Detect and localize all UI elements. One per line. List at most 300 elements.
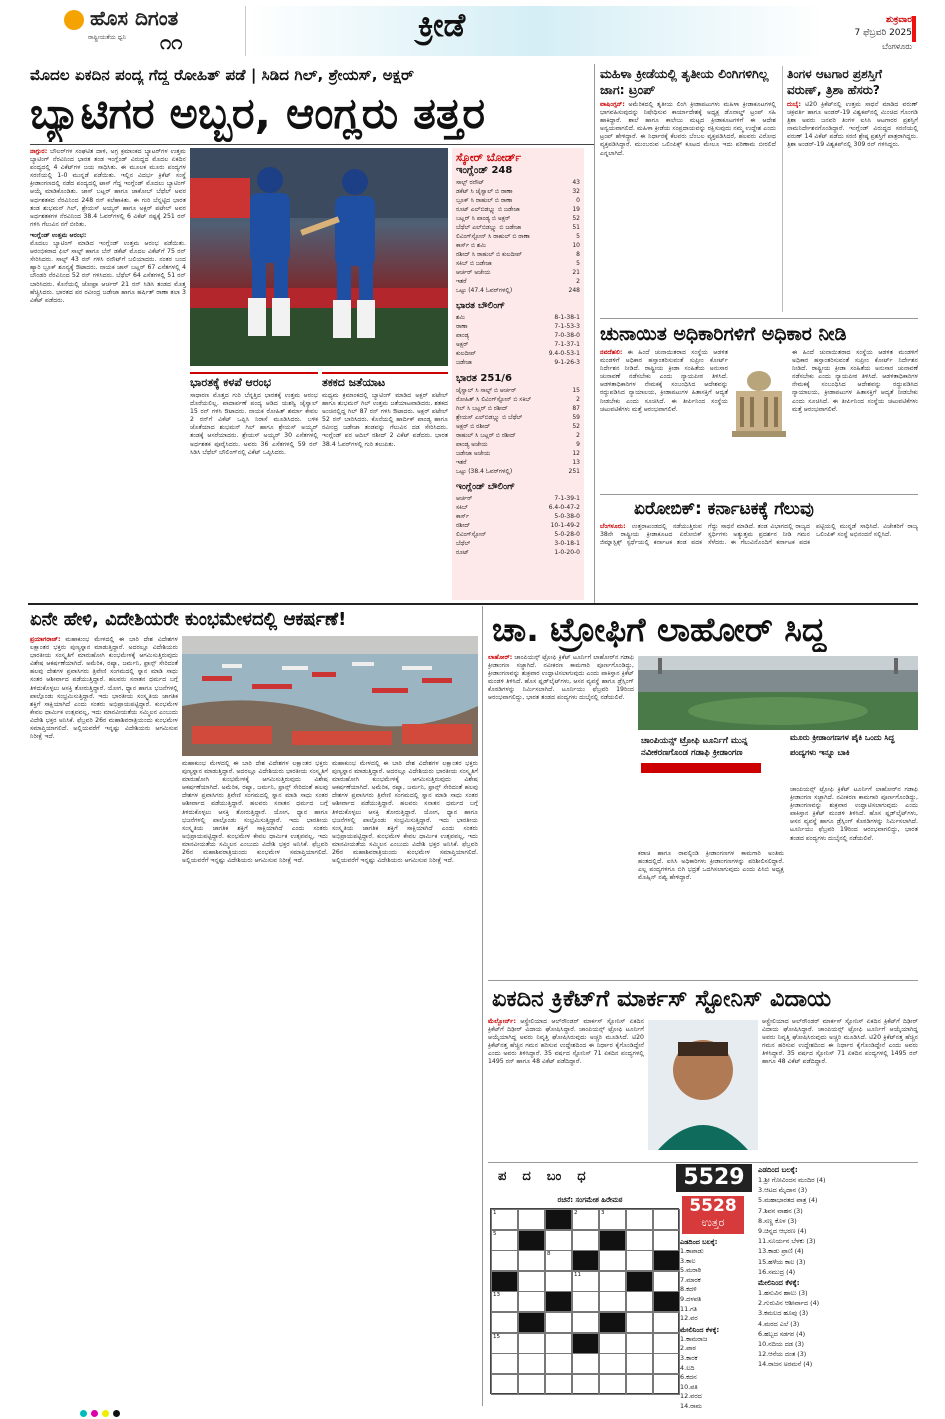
score-value: 10-1-49-2 [550,522,580,529]
ind-bowling-list [456,313,580,367]
section-title: ಕ್ರೀಡೆ [418,6,466,44]
aerobic-story [600,494,918,600]
lead-body-text-2: ಮೊದಲು ಬ್ಯಾಟಿಂಗ್ ಮಾಡಿದ ಇಂಗ್ಲೆಂಡ್ ಉತ್ತಮ ಆರಂಭ ಪಡೆಯಿತು. ಆರಂಭಿಕರಾದ ಫಿಲ್ ಸಾಲ್ಟ್ ಹಾಗೂ ಬೆನ್ ಡಕೆಟ್ ಮೊದಲ ವಿಕೆಟ್‌ಗೆ 75 ರನ್ ಸೇರಿಸಿದರು. ಸಾಲ್ಟ್ 43 ರನ್ ಗಳಿಸಿ ರನೌಟ್‌ಗೆ ಬಲಿಯಾದರು. ನಂತರ ಬಂದ ಹ್ಯಾರಿ ಬ್ರೂಕ್ ಶೂನ್ಯಕ್ಕೆ ಔಟಾದರು. ನಾಯಕ ಜಾಸ್ ಬಟ್ಲರ್ 67 ಎಸೆತಗಳಲ್ಲಿ 4 ಬೌಂಡರಿ ನೆರವಿನಿಂದ 52 ರನ್ ಗಳಿಸಿದರು. ಬೆಥೆಲ್ 64 ಎಸೆತಗಳಲ್ಲಿ 51 ರನ್ ಬಾರಿಸಿದರು. ಕೊನೆಯಲ್ಲಿ ಜೋಫ್ರಾ ಆರ್ಚರ್ 21 ರನ್ ಸಿಡಿಸಿ ತಂಡದ ಮೊತ್ತ ಹೆಚ್ಚಿಸಿದರು. ಭಾರತದ ಪರ ರವೀಂದ್ರ ಜಡೇಜಾ ಹಾಗೂ ಹರ್ಷಿತ್ ರಾಣಾ ತಲಾ 3 ವಿಕೆಟ್ ಪಡೆದರು. [30,240,186,304]
women-story [600,66,776,312]
crossword-cell[interactable] [653,1353,680,1374]
prev-down-answer: 4.ಲದಿ [680,1363,695,1372]
score-value: 7-0-38-0 [554,332,580,339]
across-clue: 8.ಸಣ್ಣ ಕೊಳ (3) [758,1216,797,1225]
scoreboard [452,148,584,600]
down-clue: 6.ಹಬ್ಬದ ಸಡಗರ (4) [758,1329,806,1338]
trophy-body-col2: ಕರಾಚಿ ಹಾಗೂ ರಾವಲ್ಪಿಂಡಿ ಕ್ರೀಡಾಂಗಣಗಳ ಕಾಮಗಾರಿ ಅಂತಿಮ ಹಂತದಲ್ಲಿದೆ. ಐಸಿಸಿ ಅಧಿಕಾರಿಗಳು ಕ್ರೀಡಾಂಗಣಗಳನ್ನು ಪರಿಶೀಲಿಸಲಿದ್ದಾರೆ. ಎಲ್ಲ ಪಂದ್ಯಗಳಿಗೂ ಬಿಗಿ ಭದ್ರತೆ ಒದಗಿಸಲಾಗುವುದು ಎಂದು ಪಿಸಿಬಿ ಅಧ್ಯಕ್ಷ ಮೊಹ್ಸಿನ್ ನಖ್ವಿ ಹೇಳಿದ್ದಾರೆ. [638,850,784,882]
score-value: 52 [572,215,580,222]
crossword-cell-number: 11 [574,1271,581,1278]
crossword-cell[interactable] [572,1271,599,1292]
score-label: ಸಾಲ್ಟ್ ರನೌಟ್ [456,179,485,186]
crossword-cell[interactable] [599,1271,626,1292]
ind-batting-row [456,431,580,440]
crossword-cell[interactable] [653,1374,680,1395]
stoinis-dateline: ಮೆಲ್ಬೋರ್ನ್: [488,1018,516,1025]
eng-bowling-title: ಇಂಗ್ಲೆಂಡ್ ಬೌಲಿಂಗ್ [456,482,515,492]
crossword-black-cell [653,1250,680,1271]
trophy-bullet-2: ಪಂದ್ಯಗಳು ಇನ್ನೂ ಬಾಕಿ [790,748,850,757]
across-clue: 7.ಶಿವನ ವಾಹನ (3) [758,1206,803,1215]
across-clue: 15.ಹಳೆಯ ಕಾಲ (3) [758,1257,806,1266]
kumbh-body-text: ಮಹಾಕುಂಭ ಮೇಳದಲ್ಲಿ ಈ ಬಾರಿ ದೇಶ ವಿದೇಶಗಳ ಲಕ್ಷಾಂತರ ಭಕ್ತರು ಪುಣ್ಯಸ್ನಾನ ಮಾಡುತ್ತಿದ್ದಾರೆ. ಅದರಲ್ಲೂ ವಿದೇಶಿಯರು ಭಾರತೀಯ ಸಂಸ್ಕೃತಿಗೆ ಮಾರುಹೋಗಿ ಕುಂಭಮೇಳಕ್ಕೆ ಆಗಮಿಸುತ್ತಿರುವುದು ವಿಶೇಷ ಆಕರ್ಷಣೆಯಾಗಿದೆ. ಅಮೆರಿಕ, ರಷ್ಯಾ, ಜರ್ಮನಿ, ಫ್ರಾನ್ಸ್ ಸೇರಿದಂತೆ ಹಲವು ದೇಶಗಳ ಪ್ರವಾಸಿಗರು ತ್ರಿವೇಣಿ ಸಂಗಮದಲ್ಲಿ ಸ್ನಾನ ಮಾಡಿ ಸಾಧು ಸಂತರ ಆಶೀರ್ವಾದ ಪಡೆಯುತ್ತಿದ್ದಾರೆ. ಹಲವರು ಸನಾತನ ಧರ್ಮದ ಬಗ್ಗೆ ತಿಳಿದುಕೊಳ್ಳಲು ಆಸಕ್ತಿ ತೋರುತ್ತಿದ್ದಾರೆ. ಯೋಗ, ಧ್ಯಾನ ಹಾಗೂ ಭಜನೆಗಳಲ್ಲಿ ಪಾಲ್ಗೊಂಡು ಸಂಭ್ರಮಿಸುತ್ತಿದ್ದಾರೆ. ಇದು ಭಾರತೀಯ ಸಂಸ್ಕೃತಿಯ ಜಾಗತಿಕ ಶಕ್ತಿಗೆ ಸಾಕ್ಷಿಯಾಗಿದೆ ಎಂದು ಸಂತರು ಅಭಿಪ್ರಾಯಪಟ್ಟಿದ್ದಾರೆ. ಕುಂಭಮೇಳ ಕೇವಲ ಧಾರ್ಮಿಕ ಉತ್ಸವವಲ್ಲ, ಇದು ಮಾನವೀಯತೆಯ ಸಮ್ಮಿಲನ ಎಂಬುದು ವಿದೇಶಿ ಭಕ್ತರ ಅನಿಸಿಕೆ. ಫೆಬ್ರವರಿ 26ರ ಮಹಾಶಿವರಾತ್ರಿಯಂದು ಕುಂಭಮೇಳ ಸಮಾಪ್ತಿಯಾಗಲಿದೆ. ಅಲ್ಲಿಯವರೆಗೆ ಇನ್ನಷ್ಟು ವಿದೇಶಿಯರು ಆಗಮಿಸುವ ನಿರೀಕ್ಷೆ ಇದೆ. [30,636,178,741]
prev-across-list [680,1247,756,1324]
ind-bowling-row [456,358,580,367]
score-label: ಒಟ್ಟು (47.4 ಓವರ್‌ಗಳಲ್ಲಿ) [456,287,513,294]
score-label: ಆರ್ಚರ್ ಅಜೇಯ [456,269,491,276]
score-value: 5-0-28-0 [554,531,580,538]
eng-innings: ಇಂಗ್ಲೆಂಡ್ 248 [456,165,513,176]
score-label: ಅಕ್ಷರ್ ಬಿ ರಶೀದ್ [456,423,491,430]
trophy-caption-box [638,732,784,844]
side-box-partnership-title: ತಕಕದ ಜತೆಯಾಟ [322,376,386,389]
score-label: ಜಡೇಜಾ [456,359,472,366]
side-box-start-body: ಸಾಧಾರಣ ಮೊತ್ತದ ಗುರಿ ಬೆನ್ನತ್ತಿದ ಭಾರತಕ್ಕೆ ಉತ್ತಮ ಆರಂಭ ದೊರೆಯಲಿಲ್ಲ. ಪಾದಾರ್ಪಣೆ ಪಂದ್ಯ ಆಡಿದ ಯಶಸ್ವಿ ಜೈಸ್ವಾಲ್ 15 ರನ್ ಗಳಿಸಿ ಔಟಾದರು. ನಾಯಕ ರೋಹಿತ್ ಶರ್ಮಾ ಕೇವಲ 2 ರನ್‌ಗೆ ವಿಕೆಟ್ ಒಪ್ಪಿಸಿ ನಿರಾಸೆ ಮೂಡಿಸಿದರು. ಬಳಿಕ ಜೊತೆಯಾದ ಶುಭಮನ್ ಗಿಲ್ ಹಾಗೂ ಶ್ರೇಯಸ್ ಅಯ್ಯರ್ ತಂಡಕ್ಕೆ ಆಸರೆಯಾದರು. ಶ್ರೇಯಸ್ ಅಯ್ಯರ್ 30 ಎಸೆತಗಳಲ್ಲಿ ಅರ್ಧಶತಕ ಪೂರೈಸಿದರು. ಅವರು 36 ಎಸೆತಗಳಲ್ಲಿ 59 ರನ್ ಸಿಡಿಸಿ ಬೆಥೆಲ್ ಬೌಲಿಂಗ್‌ನಲ್ಲಿ ವಿಕೆಟ್ ಒಪ್ಪಿಸಿದರು. [190,392,318,456]
across-clue: 9.ಚಿನ್ನದ ಆಭರಣ (4) [758,1227,807,1236]
ind-batting-row [456,467,580,476]
crossword-cell-number: 15 [493,1333,500,1340]
across-clues [758,1175,918,1277]
across-title: ಎಡದಿಂದ ಬಲಕ್ಕೆ: [758,1166,798,1174]
score-value: 52 [572,423,580,430]
ind-innings: ಭಾರತ 251/6 [456,373,512,384]
crossword-cell[interactable] [572,1230,599,1251]
eng-batting-row [456,277,580,286]
eng-batting-row [456,214,580,223]
kumbh-body-col3: ಮಹಾಕುಂಭ ಮೇಳದಲ್ಲಿ ಈ ಬಾರಿ ದೇಶ ವಿದೇಶಗಳ ಲಕ್ಷಾಂತರ ಭಕ್ತರು ಪುಣ್ಯಸ್ನಾನ ಮಾಡುತ್ತಿದ್ದಾರೆ. ಅದರಲ್ಲೂ ವಿದೇಶಿಯರು ಭಾರತೀಯ ಸಂಸ್ಕೃತಿಗೆ ಮಾರುಹೋಗಿ ಕುಂಭಮೇಳಕ್ಕೆ ಆಗಮಿಸುತ್ತಿರುವುದು ವಿಶೇಷ ಆಕರ್ಷಣೆಯಾಗಿದೆ. ಅಮೆರಿಕ, ರಷ್ಯಾ, ಜರ್ಮನಿ, ಫ್ರಾನ್ಸ್ ಸೇರಿದಂತೆ ಹಲವು ದೇಶಗಳ ಪ್ರವಾಸಿಗರು ತ್ರಿವೇಣಿ ಸಂಗಮದಲ್ಲಿ ಸ್ನಾನ ಮಾಡಿ ಸಾಧು ಸಂತರ ಆಶೀರ್ವಾದ ಪಡೆಯುತ್ತಿದ್ದಾರೆ. ಹಲವರು ಸನಾತನ ಧರ್ಮದ ಬಗ್ಗೆ ತಿಳಿದುಕೊಳ್ಳಲು ಆಸಕ್ತಿ ತೋರುತ್ತಿದ್ದಾರೆ. ಯೋಗ, ಧ್ಯಾನ ಹಾಗೂ ಭಜನೆಗಳಲ್ಲಿ ಪಾಲ್ಗೊಂಡು ಸಂಭ್ರಮಿಸುತ್ತಿದ್ದಾರೆ. ಇದು ಭಾರತೀಯ ಸಂಸ್ಕೃತಿಯ ಜಾಗತಿಕ ಶಕ್ತಿಗೆ ಸಾಕ್ಷಿಯಾಗಿದೆ ಎಂದು ಸಂತರು ಅಭಿಪ್ರಾಯಪಟ್ಟಿದ್ದಾರೆ. ಕುಂಭಮೇಳ ಕೇವಲ ಧಾರ್ಮಿಕ ಉತ್ಸವವಲ್ಲ, ಇದು ಮಾನವೀಯತೆಯ ಸಮ್ಮಿಲನ ಎಂಬುದು ವಿದೇಶಿ ಭಕ್ತರ ಅನಿಸಿಕೆ. ಫೆಬ್ರವರಿ 26ರ ಮಹಾಶಿವರಾತ್ರಿಯಂದು ಕುಂಭಮೇಳ ಸಮಾಪ್ತಿಯಾಗಲಿದೆ. ಅಲ್ಲಿಯವರೆಗೆ ಇನ್ನಷ್ಟು ವಿದೇಶಿಯರು ಆಗಮಿಸುವ ನಿರೀಕ್ಷೆ ಇದೆ. [332,760,478,865]
lead-photo [190,148,448,366]
women-body [600,101,776,309]
ind-batting-list [456,386,580,476]
crossword-cell-number: 2 [574,1210,578,1216]
score-value: 9-1-26-3 [554,359,580,366]
eng-batting-row [456,196,580,205]
eng-bowling-row [456,530,580,539]
score-value: 0 [576,197,580,204]
crossword-cell-number: 8 [547,1251,551,1258]
across-clue: 1.ಶ್ರೀ ಗೋವಿಂದನ ಮಂದಿರ (4) [758,1176,826,1184]
ind-batting-row [456,413,580,422]
trophy-body-col3: ಚಾಂಪಿಯನ್ಸ್ ಟ್ರೋಫಿ ಕ್ರಿಕೆಟ್ ಟೂರ್ನಿಗೆ ಲಾಹೋರ್‌ನ ಗಡಾಫಿ ಕ್ರೀಡಾಂಗಣ ಸಜ್ಜಾಗಿದೆ. ನವೀಕರಣ ಕಾಮಗಾರಿ ಪೂರ್ಣಗೊಂಡಿದ್ದು, ಕ್ರೀಡಾಂಗಣವನ್ನು ಶುಕ್ರವಾರ ಉದ್ಘಾಟಿಸಲಾಗುವುದು ಎಂದು ಪಾಕಿಸ್ತಾನ ಕ್ರಿಕೆಟ್ ಮಂಡಳಿ ತಿಳಿಸಿದೆ. ಹೊಸ ಫ್ಲಡ್‌ಲೈಟ್‌ಗಳು, ಆಸನ ವ್ಯವಸ್ಥೆ ಹಾಗೂ ಡ್ರೆಸ್ಸಿಂಗ್ ಕೊಠಡಿಗಳನ್ನು ನಿರ್ಮಿಸಲಾಗಿದೆ. ಟೂರ್ನಿಯು ಫೆಬ್ರವರಿ 19ರಿಂದ ಆರಂಭವಾಗಲಿದ್ದು, ಭಾರತ ತಂಡದ ಪಂದ್ಯಗಳು ದುಬೈನಲ್ಲಿ ನಡೆಯಲಿವೆ. [790,786,918,842]
crossword-black-cell [518,1312,545,1333]
crossword-cell[interactable] [572,1209,599,1230]
crossword-cell[interactable] [626,1333,653,1354]
crossword-cell[interactable] [653,1271,680,1292]
stoinis-body-col2: ಆಸ್ಟ್ರೇಲಿಯಾದ ಆಲ್‌ರೌಂಡರ್ ಮಾರ್ಕಸ್ ಸ್ಟೋನಿಸ್ ಏಕದಿನ ಕ್ರಿಕೆಟ್‌ಗೆ ದಿಢೀರ್ ವಿದಾಯ ಘೋಷಿಸಿದ್ದಾರೆ. ಚಾಂಪಿಯನ್ಸ್ ಟ್ರೋಫಿ ಟೂರ್ನಿಗೆ ಆಯ್ಕೆಯಾಗಿದ್ದ ಅವರು ನಿವೃತ್ತಿ ಘೋಷಿಸಿರುವುದು ಅಚ್ಚರಿ ಮೂಡಿಸಿದೆ. ಟಿ20 ಕ್ರಿಕೆಟ್‌ನತ್ತ ಹೆಚ್ಚಿನ ಗಮನ ಹರಿಸುವ ಉದ್ದೇಶದಿಂದ ಈ ನಿರ್ಧಾರ ಕೈಗೊಂಡಿದ್ದೇನೆ ಎಂದು ಅವರು ತಿಳಿಸಿದ್ದಾರೆ. 35 ವರ್ಷದ ಸ್ಟೋನಿಸ್ 71 ಏಕದಿನ ಪಂದ್ಯಗಳಲ್ಲಿ 1495 ರನ್ ಹಾಗೂ 48 ವಿಕೆಟ್ ಪಡೆದಿದ್ದಾರೆ. [762,1018,918,1066]
trophy-headline: ಚಾ. ಟ್ರೋಫಿಗೆ ಲಾಹೋರ್ ಸಿದ್ಧ [492,610,826,649]
cyan-dot [80,1410,87,1417]
score-label: ಜಡೇಜಾ ಅಜೇಯ [456,450,491,457]
crossword-cell[interactable] [518,1291,545,1312]
score-label: ಕಾರ್ಸ್ ಬಿ ಶಮಿ [456,242,486,249]
ind-bowling-row [456,340,580,349]
score-value: 7-1-39-1 [554,495,580,502]
score-value: 251 [568,468,580,475]
kumbh-dateline: ಪ್ರಯಾಗರಾಜ್: [30,636,61,643]
crossword-cell[interactable] [626,1353,653,1374]
eng-batting-row [456,187,580,196]
across-clue: 16.ಸಮುದ್ರ (4) [758,1267,796,1276]
crossword-cell[interactable] [518,1271,545,1292]
across-clue: 13.ಕಾಡು ಪ್ರಾಣಿ (4) [758,1247,804,1256]
side-box-start-title: ಭಾರತಕ್ಕೆ ಕಳಪೆ ಆರಂಭ [190,376,272,389]
prev-down-answer: 12.ವರದ [680,1392,702,1401]
crossword-cell[interactable] [653,1333,680,1354]
crossword-cell[interactable] [599,1353,626,1374]
batters-illustration [190,148,448,366]
down-clue: 4.ಮರದ ಎಲೆ (3) [758,1319,800,1328]
prev-down-answer: 6.ಕದನ [680,1373,697,1382]
kumbh-photo [182,636,478,756]
down-clue: 3.ಕಮಲದ ಹೂವು (3) [758,1309,809,1318]
crossword-cell[interactable] [545,1312,572,1333]
score-label: ಪಾಂಡ್ಯ ಅಜೇಯ [456,441,488,448]
prev-answer-box [682,1196,744,1234]
score-label: ಶಮಿ [456,314,466,321]
down-clue: 10.ನದಿಯ ದಡ (3) [758,1340,805,1349]
stoinis-body-col1 [488,1018,644,1158]
crossword-title-bar [490,1166,670,1188]
score-label: ಕುಲದೀಪ್ [456,350,476,357]
eng-bowling-row [456,521,580,530]
score-value: 248 [568,287,580,294]
trophy-body-text: ಚಾಂಪಿಯನ್ಸ್ ಟ್ರೋಫಿ ಕ್ರಿಕೆಟ್ ಟೂರ್ನಿಗೆ ಲಾಹೋರ್‌ನ ಗಡಾಫಿ ಕ್ರೀಡಾಂಗಣ ಸಜ್ಜಾಗಿದೆ. ನವೀಕರಣ ಕಾಮಗಾರಿ ಪೂರ್ಣಗೊಂಡಿದ್ದು, ಕ್ರೀಡಾಂಗಣವನ್ನು ಶುಕ್ರವಾರ ಉದ್ಘಾಟಿಸಲಾಗುವುದು ಎಂದು ಪಾಕಿಸ್ತಾನ ಕ್ರಿಕೆಟ್ ಮಂಡಳಿ ತಿಳಿಸಿದೆ. ಹೊಸ ಫ್ಲಡ್‌ಲೈಟ್‌ಗಳು, ಆಸನ ವ್ಯವಸ್ಥೆ ಹಾಗೂ ಡ್ರೆಸ್ಸಿಂಗ್ ಕೊಠಡಿಗಳನ್ನು ನಿರ್ಮಿಸಲಾಗಿದೆ. ಟೂರ್ನಿಯು ಫೆಬ್ರವರಿ 19ರಿಂದ ಆರಂಭವಾಗಲಿದ್ದು, ಭಾರತ ತಂಡದ ಪಂದ್ಯಗಳು ದುಬೈನಲ್ಲಿ ನಡೆಯಲಿವೆ. [488,654,634,702]
score-label: ಆರ್ಚರ್ [456,495,473,502]
score-label: ಲಿವಿಂಗ್‌ಸ್ಟೋನ್ [456,531,487,538]
eng-batting-row [456,268,580,277]
prev-down-answer: 3.ಕಾರಕ [680,1353,698,1362]
eng-bowling-row [456,494,580,503]
crossword-cell[interactable] [518,1333,545,1354]
score-value: 12 [572,450,580,457]
score-label: ರೂಟ್ ಎಲ್‌ಬಿಡಬ್ಲ್ಯು ಬಿ ಜಡೇಜಾ [456,206,520,213]
horizontal-rule-mid [28,603,918,605]
prev-crossword-number: 5528 [689,1196,737,1216]
side-box-partnership-body: ಮಧ್ಯಮ ಕ್ರಮಾಂಕದಲ್ಲಿ ಬ್ಯಾಟಿಂಗ್ ಮಾಡಿದ ಅಕ್ಷರ್ ಪಟೇಲ್ ಹಾಗೂ ಶುಭಮನ್ ಗಿಲ್ ಉತ್ತಮ ಜತೆಯಾಟವಾಡಿದರು. ಶತಕದ ಅಂಚಿನಲ್ಲಿದ್ದ ಗಿಲ್ 87 ರನ್ ಗಳಿಸಿ ಔಟಾದರು. ಅಕ್ಷರ್ ಪಟೇಲ್ 52 ರನ್ ಬಾರಿಸಿದರು. ಕೊನೆಯಲ್ಲಿ ಹಾರ್ದಿಕ್ ಪಾಂಡ್ಯ ಹಾಗೂ ರವೀಂದ್ರ ಜಡೇಜಾ ತಂಡವನ್ನು ಗೆಲುವಿನ ದಡ ಸೇರಿಸಿದರು. ಇಂಗ್ಲೆಂಡ್ ಪರ ಆದಿಲ್ ರಶೀದ್ 2 ವಿಕೆಟ್ ಪಡೆದರು. ಭಾರತ 38.4 ಓವರ್‌ಗಳಲ್ಲಿ ಗುರಿ ತಲುಪಿತು. [322,392,448,448]
crossword-cell[interactable] [491,1312,518,1333]
score-value: 13 [572,459,580,466]
monday-body [787,101,918,309]
crossword-cell[interactable] [626,1250,653,1271]
score-label: ರಶೀದ್ ಸಿ ರಾಹುಲ್ ಬಿ ಕುಲದೀಪ್ [456,251,522,258]
crossword-cell[interactable] [599,1250,626,1271]
score-value: 5 [576,233,580,240]
crossword-black-cell [572,1250,599,1271]
score-value: 2 [576,278,580,285]
prev-across-answer: 5.ಮರಾಠಿ [680,1266,702,1275]
monday-body-text: ಟಿ20 ಕ್ರಿಕೆಟ್‌ನಲ್ಲಿ ಉತ್ತಮ ಸಾಧನೆ ಮಾಡಿದ ವರುಣ್ ಚಕ್ರವರ್ತಿ ಹಾಗೂ ಅಂಡರ್-19 ವಿಶ್ವಕಪ್‌ನಲ್ಲಿ ಮಿಂಚಿದ ಗೊಂಗಡಿ ತ್ರಿಶಾ ಅವರು ಜನವರಿ ತಿಂಗಳ ಐಸಿಸಿ ಆಟಗಾರರ ಪ್ರಶಸ್ತಿಗೆ ನಾಮನಿರ್ದೇಶನಗೊಂಡಿದ್ದಾರೆ. ಇಂಗ್ಲೆಂಡ್ ವಿರುದ್ಧದ ಸರಣಿಯಲ್ಲಿ ವರುಣ್ 14 ವಿಕೆಟ್ ಪಡೆದು ಸರಣಿ ಶ್ರೇಷ್ಠ ಪ್ರಶಸ್ತಿಗೆ ಪಾತ್ರರಾಗಿದ್ದರು. ತ್ರಿಶಾ ಅಂಡರ್-19 ವಿಶ್ವಕಪ್‌ನಲ್ಲಿ 309 ರನ್ ಗಳಿಸಿದ್ದರು. [787,101,918,149]
score-value: 21 [572,269,580,276]
score-value: 9.4-0-53-1 [548,350,580,357]
trophy-caption: ಚಾಂಪಿಯನ್ಸ್ ಟ್ರೋಫಿ ಟೂರ್ನಿಗೆ ಮುನ್ನ ನವೀಕರಣಗೊಂಡ ಗಡಾಫಿ ಕ್ರೀಡಾಂಗಣ [641,736,748,758]
crossword-cell[interactable] [491,1209,518,1230]
side-box-start [190,372,318,600]
score-label: ರೋಹಿತ್ ಸಿ ಲಿವಿಂಗ್‌ಸ್ಟೋನ್ ಬಿ ಸಕಿಬ್ [456,396,532,403]
court-body-right: ಈ ಹಿಂದೆ ಚುನಾಯಿತರಾದ ಸಂಸ್ಥೆಯ ಆಡಳಿತ ಮಂಡಳಿಗೆ ಅಧಿಕಾರ ಹಸ್ತಾಂತರಿಸುವಂತೆ ಸುಪ್ರೀಂ ಕೋರ್ಟ್ ನಿರ್ದೇಶನ ನೀಡಿದೆ. ರಾಷ್ಟ್ರೀಯ ಕ್ರೀಡಾ ಸಂಹಿತೆಯ ಅನುಸಾರ ಚುನಾವಣೆ ನಡೆಸಬೇಕು ಎಂದು ನ್ಯಾಯಪೀಠ ತಿಳಿಸಿದೆ. ಆಡಳಿತಾಧಿಕಾರಿಗಳ ನೇಮಕಕ್ಕೆ ಸಂಬಂಧಿಸಿದ ಆದೇಶವನ್ನು ರದ್ದುಪಡಿಸಿದ ನ್ಯಾಯಾಲಯ, ಕ್ರೀಡಾಪಟುಗಳ ಹಿತಾಸಕ್ತಿಗೆ ಆದ್ಯತೆ ನೀಡಬೇಕು ಎಂದು ಸೂಚಿಸಿದೆ. ಈ ತೀರ್ಪಿನಿಂದ ಸಂಸ್ಥೆಯ ಚಟುವಟಿಕೆಗಳು ಮತ್ತೆ ಆರಂಭವಾಗಲಿವೆ. [792,349,918,413]
across-clue: 3.ಆಟದ ಮೈದಾನ (3) [758,1186,808,1195]
eng-bowling-list [456,494,580,557]
date-block [820,14,912,53]
crossword-cell[interactable] [518,1250,545,1271]
score-value: 87 [572,405,580,412]
lead-kicker: ಮೊದಲ ಏಕದಿನ ಪಂದ್ಯ ಗೆದ್ದ ರೋಹಿತ್ ಪಡೆ | ಸಿಡಿದ ಗಿಲ್, ಶ್ರೇಯಸ್, ಅಕ್ಷರ್ [30,66,414,84]
crossword-title: ಪದಬಂಧ [498,1169,602,1184]
stoinis-photo [648,1020,758,1150]
crossword-cell[interactable] [572,1374,599,1395]
newspaper-tagline: ರಾಷ್ಟ್ರೀಯತೆಯ ಧ್ವನಿ [88,34,126,41]
print-registration-marks [80,1410,140,1418]
ind-batting-row [456,395,580,404]
crossword-cell[interactable] [491,1374,518,1395]
score-value: 2 [576,396,580,403]
lead-body-text: ಬೌಲರ್‌ಗಳ ಸಂಘಟಿತ ದಾಳಿ, ಅಗ್ರ ಕ್ರಮಾಂಕದ ಬ್ಯಾಟರ್‌ಗಳ ಉತ್ತಮ ಬ್ಯಾಟಿಂಗ್ ನೆರವಿನಿಂದ ಭಾರತ ತಂಡ ಇಂಗ್ಲೆಂಡ್ ವಿರುದ್ಧದ ಮೊದಲ ಏಕದಿನ ಪಂದ್ಯದಲ್ಲಿ 4 ವಿಕೆಟ್‌ಗಳ ಜಯ ಸಾಧಿಸಿತು. ಈ ಮೂಲಕ ಮೂರು ಪಂದ್ಯಗಳ ಸರಣಿಯಲ್ಲಿ 1-0 ಮುನ್ನಡೆ ಪಡೆಯಿತು. ಇಲ್ಲಿನ ವಿದರ್ಭ ಕ್ರಿಕೆಟ್ ಸಂಸ್ಥೆ ಕ್ರೀಡಾಂಗಣದಲ್ಲಿ ನಡೆದ ಪಂದ್ಯದಲ್ಲಿ ಟಾಸ್ ಗೆದ್ದ ಇಂಗ್ಲೆಂಡ್ ಮೊದಲು ಬ್ಯಾಟಿಂಗ್ ಆಯ್ಕೆ ಮಾಡಿಕೊಂಡಿತು. ಜಾಸ್ ಬಟ್ಲರ್ ಹಾಗೂ ಜಾಕೋಬ್ ಬೆಥೆಲ್ ಅವರ ಅರ್ಧಶತಕದ ನೆರವಿನಿಂದ 248 ರನ್ ಕಲೆಹಾಕಿತು. ಈ ಗುರಿ ಬೆನ್ನಟ್ಟಿದ ಭಾರತ ತಂಡ ಶುಭಮನ್ ಗಿಲ್, ಶ್ರೇಯಸ್ ಅಯ್ಯರ್ ಹಾಗೂ ಅಕ್ಷರ್ ಪಟೇಲ್ ಅವರ ಅರ್ಧಶತಕಗಳ ನೆರವಿನಿಂದ 38.4 ಓವರ್‌ಗಳಲ್ಲಿ 6 ವಿಕೆಟ್ ನಷ್ಟಕ್ಕೆ 251 ರನ್ ಗಳಿಸಿ ಗೆಲುವಿನ ನಗೆ ಬೀರಿತು. [30,148,186,228]
court-dateline: ನವದೆಹಲಿ: [600,349,623,356]
newspaper-name: ಹೊಸ ದಿಗಂತ [90,6,179,30]
score-value: 51 [572,224,580,231]
score-label: ಸಕಿಬ್ [456,504,469,511]
score-value: 6.4-0-47-2 [548,504,580,511]
score-value: 8-1-38-1 [554,314,580,321]
ind-bowling-row [456,313,580,322]
issue-date: 7 ಫೆಬ್ರವರಿ 2025 [854,28,912,38]
prev-across-answer: 11.ಗತಿ [680,1304,698,1313]
river-crowd-illustration [182,636,478,756]
column-divider-2 [482,606,483,1406]
eng-batting-row [456,241,580,250]
prev-across-answer: 3.ಕಾಲ [680,1256,696,1265]
prev-down-title: ಮೇಲಿನಿಂದ ಕೆಳಕ್ಕೆ: [680,1325,720,1334]
crossword-cell[interactable] [491,1333,518,1354]
crossword-cell-number: 5 [493,1230,497,1237]
magenta-dot [91,1410,98,1417]
ind-batting-row [456,386,580,395]
eng-batting-row [456,250,580,259]
crossword-cell[interactable] [572,1353,599,1374]
prev-down-answer: 14.ರಾಮ [680,1401,702,1410]
down-title: ಮೇಲಿನಿಂದ ಕೆಳಕ್ಕೆ: [758,1279,800,1288]
monday-headline: ತಿಂಗಳ ಆಟಗಾರ ಪ್ರಶಸ್ತಿಗೆ ವರುಣ್, ತ್ರಿಶಾ ಹೆಸರು? [787,67,883,97]
score-label: ಜೈಸ್ವಾಲ್ ಸಿ ಸಾಲ್ಟ್ ಬಿ ಆರ್ಚರ್ [456,387,517,394]
prev-across-title: ಎಡದಿಂದ ಬಲಕ್ಕೆ: [680,1238,718,1246]
ind-bowling-row [456,331,580,340]
stoinis-story-rule [488,980,918,981]
ind-batting-row [456,404,580,413]
crossword-clues [758,1166,918,1406]
crossword-cell[interactable] [626,1291,653,1312]
issue-city: ಬೆಂಗಳೂರು [882,42,912,51]
eng-bowling-row [456,503,580,512]
trophy-caption-author [641,763,761,773]
crossword-black-cell [545,1209,572,1230]
crossword-section-rule [488,1162,918,1163]
crossword-cell[interactable] [545,1271,572,1292]
black-dot [113,1410,120,1417]
crossword-cell[interactable] [518,1353,545,1374]
court-body-text: ಈ ಹಿಂದೆ ಚುನಾಯಿತರಾದ ಸಂಸ್ಥೆಯ ಆಡಳಿತ ಮಂಡಳಿಗೆ ಅಧಿಕಾರ ಹಸ್ತಾಂತರಿಸುವಂತೆ ಸುಪ್ರೀಂ ಕೋರ್ಟ್ ನಿರ್ದೇಶನ ನೀಡಿದೆ. ರಾಷ್ಟ್ರೀಯ ಕ್ರೀಡಾ ಸಂಹಿತೆಯ ಅನುಸಾರ ಚುನಾವಣೆ ನಡೆಸಬೇಕು ಎಂದು ನ್ಯಾಯಪೀಠ ತಿಳಿಸಿದೆ. ಆಡಳಿತಾಧಿಕಾರಿಗಳ ನೇಮಕಕ್ಕೆ ಸಂಬಂಧಿಸಿದ ಆದೇಶವನ್ನು ರದ್ದುಪಡಿಸಿದ ನ್ಯಾಯಾಲಯ, ಕ್ರೀಡಾಪಟುಗಳ ಹಿತಾಸಕ್ತಿಗೆ ಆದ್ಯತೆ ನೀಡಬೇಕು ಎಂದು ಸೂಚಿಸಿದೆ. ಈ ತೀರ್ಪಿನಿಂದ ಸಂಸ್ಥೆಯ ಚಟುವಟಿಕೆಗಳು ಮತ್ತೆ ಆರಂಭವಾಗಲಿವೆ. [600,349,728,413]
crossword-cell[interactable] [653,1209,680,1230]
crossword-black-cell [599,1312,626,1333]
ind-batting-row [456,458,580,467]
crossword-black-cell [545,1291,572,1312]
prev-answer-label: ಉತ್ತರ [701,1216,725,1229]
crossword-black-cell [518,1230,545,1251]
crossword-cell[interactable] [545,1374,572,1395]
crossword-cell[interactable] [626,1374,653,1395]
crossword-cell[interactable] [599,1333,626,1354]
stadium-illustration [638,656,918,730]
crossword-cell[interactable] [572,1291,599,1312]
crossword-black-cell [491,1271,518,1292]
crossword-cell[interactable] [545,1230,572,1251]
crossword-cell[interactable] [491,1250,518,1271]
score-label: ರಾಣಾ [456,323,468,330]
score-label: ಕಾರ್ಸ್ [456,513,470,520]
crossword-grid [490,1208,679,1394]
score-value: 15 [572,387,580,394]
prev-across-answer: 9.ದಳಪತಿ [680,1294,702,1303]
stoinis-body-text: ಆಸ್ಟ್ರೇಲಿಯಾದ ಆಲ್‌ರೌಂಡರ್ ಮಾರ್ಕಸ್ ಸ್ಟೋನಿಸ್ ಏಕದಿನ ಕ್ರಿಕೆಟ್‌ಗೆ ದಿಢೀರ್ ವಿದಾಯ ಘೋಷಿಸಿದ್ದಾರೆ. ಚಾಂಪಿಯನ್ಸ್ ಟ್ರೋಫಿ ಟೂರ್ನಿಗೆ ಆಯ್ಕೆಯಾಗಿದ್ದ ಅವರು ನಿವೃತ್ತಿ ಘೋಷಿಸಿರುವುದು ಅಚ್ಚರಿ ಮೂಡಿಸಿದೆ. ಟಿ20 ಕ್ರಿಕೆಟ್‌ನತ್ತ ಹೆಚ್ಚಿನ ಗಮನ ಹರಿಸುವ ಉದ್ದೇಶದಿಂದ ಈ ನಿರ್ಧಾರ ಕೈಗೊಂಡಿದ್ದೇನೆ ಎಂದು ಅವರು ತಿಳಿಸಿದ್ದಾರೆ. 35 ವರ್ಷದ ಸ್ಟೋನಿಸ್ 71 ಏಕದಿನ ಪಂದ್ಯಗಳಲ್ಲಿ 1495 ರನ್ ಹಾಗೂ 48 ವಿಕೆಟ್ ಪಡೆದಿದ್ದಾರೆ. [488,1018,644,1066]
across-clue: 5.ಮಹಾಭಾರತದ ಪಾತ್ರ (4) [758,1196,818,1205]
women-dateline: ವಾಷಿಂಗ್ಟನ್: [600,101,625,108]
prev-down-answer: 10.ಪತಿ [680,1382,698,1391]
issue-day: ಶುಕ್ರವಾರ [886,15,912,25]
prev-across-answer: 8.ಕದಳಿ [680,1285,697,1294]
monday-story [782,66,918,312]
crossword-cell[interactable] [518,1374,545,1395]
crossword-black-cell [599,1230,626,1251]
score-label: ಡಕೆಟ್ ಸಿ ಜೈಸ್ವಾಲ್ ಬಿ ರಾಣಾ [456,188,513,195]
eng-batting-row [456,223,580,232]
yellow-dot [102,1410,109,1417]
score-value: 59 [572,414,580,421]
prev-down-answer: 1.ಕಾಮರಾಜ [680,1334,708,1343]
aerobic-body-text: ಉತ್ತರಾಖಂಡದಲ್ಲಿ ನಡೆಯುತ್ತಿರುವ 38ನೇ ರಾಷ್ಟ್ರೀಯ ಕ್ರೀಡಾಕೂಟದ ಏರೋಬಿಕ್ ಜಿಮ್ನಾಸ್ಟಿಕ್ಸ್ ಸ್ಪರ್ಧೆಯಲ್ಲಿ ಕರ್ನಾಟಕ ತಂಡ ಪದಕ ಗೆದ್ದು ಸಾಧನೆ ಮಾಡಿದೆ. ತಂಡ ವಿಭಾಗದಲ್ಲಿ ರಾಜ್ಯದ ಸ್ಪರ್ಧಿಗಳು ಅತ್ಯುತ್ತಮ ಪ್ರದರ್ಶನ ನೀಡಿ ಗಮನ ಸೆಳೆದರು. ಈ ಗೆಲುವಿನೊಂದಿಗೆ ಕರ್ನಾಟಕ ಪದಕ ಪಟ್ಟಿಯಲ್ಲಿ ಮುನ್ನಡೆ ಸಾಧಿಸಿದೆ. ವಿಜೇತರಿಗೆ ರಾಜ್ಯ ಒಲಿಂಪಿಕ್ ಸಂಸ್ಥೆ ಅಭಿನಂದನೆ ಸಲ್ಲಿಸಿದೆ. [600,523,918,547]
header-accent-bar [912,16,916,42]
crossword-cell[interactable] [626,1209,653,1230]
eng-batting-row [456,178,580,187]
court-building-icon [730,359,788,449]
crossword-cell[interactable] [518,1209,545,1230]
crossword-cell[interactable] [545,1333,572,1354]
lead-rule [30,144,595,145]
score-label: ಬೆಥೆಲ್ [456,540,471,547]
ind-batting-row [456,440,580,449]
score-value: 2 [576,432,580,439]
score-label: ಒಟ್ಟು (38.4 ಓವರ್‌ಗಳಲ್ಲಿ) [456,468,513,475]
score-label: ರೂಟ್ [456,549,469,556]
score-value: 9 [576,441,580,448]
scoreboard-title: ಸ್ಕೋರ್ ಬೋರ್ಡ್ [456,151,522,164]
prev-across-answer: 7.ಮಾರಕ [680,1275,701,1284]
score-value: 7-1-53-3 [554,323,580,330]
crossword-cell[interactable] [653,1230,680,1251]
sun-logo-icon [64,10,84,30]
crossword-number: 5529 [676,1164,752,1192]
score-value: 8 [576,251,580,258]
lead-body [30,148,186,586]
crossword-cell[interactable] [626,1312,653,1333]
women-body-text: ಅಮೆರಿಕದಲ್ಲಿ ತೃತೀಯ ಲಿಂಗಿ ಕ್ರೀಡಾಪಟುಗಳು ಮಹಿಳಾ ಕ್ರೀಡಾಕೂಟಗಳಲ್ಲಿ ಭಾಗವಹಿಸುವುದನ್ನು ನಿಷೇಧಿಸುವ ಕಾರ್ಯಾದೇಶಕ್ಕೆ ಅಧ್ಯಕ್ಷ ಡೊನಾಲ್ಡ್ ಟ್ರಂಪ್ ಸಹಿ ಹಾಕಿದ್ದಾರೆ. ಶಾಲೆ ಹಾಗೂ ಕಾಲೇಜು ಮಟ್ಟದ ಕ್ರೀಡಾಕೂಟಗಳಿಗೆ ಈ ಆದೇಶ ಅನ್ವಯವಾಗಲಿದೆ. ಮಹಿಳಾ ಕ್ರೀಡೆಯ ಸಂಪ್ರದಾಯವನ್ನು ರಕ್ಷಿಸುವುದು ನಮ್ಮ ಉದ್ದೇಶ ಎಂದು ಟ್ರಂಪ್ ಹೇಳಿದ್ದಾರೆ. ಈ ನಿರ್ಧಾರಕ್ಕೆ ಕೆಲವರು ಬೆಂಬಲ ವ್ಯಕ್ತಪಡಿಸಿದರೆ, ಹಲವರು ವಿರೋಧ ವ್ಯಕ್ತಪಡಿಸಿದ್ದಾರೆ. ಮುಂಬರುವ ಒಲಿಂಪಿಕ್ಸ್ ಕೂಟದ ಮೇಲೂ ಇದು ಪರಿಣಾಮ ಬೀರಲಿದೆ ಎನ್ನಲಾಗಿದೆ. [600,101,776,157]
ind-bowling-title: ಭಾರತ ಬೌಲಿಂಗ್ [456,301,505,311]
score-value: 1-0-20-0 [554,549,580,556]
prev-down-answer: 2.ಪಾಠ [680,1344,696,1353]
crossword-cell[interactable] [599,1209,626,1230]
ind-bowling-row [456,322,580,331]
kumbh-body-col2: ಮಹಾಕುಂಭ ಮೇಳದಲ್ಲಿ ಈ ಬಾರಿ ದೇಶ ವಿದೇಶಗಳ ಲಕ್ಷಾಂತರ ಭಕ್ತರು ಪುಣ್ಯಸ್ನಾನ ಮಾಡುತ್ತಿದ್ದಾರೆ. ಅದರಲ್ಲೂ ವಿದೇಶಿಯರು ಭಾರತೀಯ ಸಂಸ್ಕೃತಿಗೆ ಮಾರುಹೋಗಿ ಕುಂಭಮೇಳಕ್ಕೆ ಆಗಮಿಸುತ್ತಿರುವುದು ವಿಶೇಷ ಆಕರ್ಷಣೆಯಾಗಿದೆ. ಅಮೆರಿಕ, ರಷ್ಯಾ, ಜರ್ಮನಿ, ಫ್ರಾನ್ಸ್ ಸೇರಿದಂತೆ ಹಲವು ದೇಶಗಳ ಪ್ರವಾಸಿಗರು ತ್ರಿವೇಣಿ ಸಂಗಮದಲ್ಲಿ ಸ್ನಾನ ಮಾಡಿ ಸಾಧು ಸಂತರ ಆಶೀರ್ವಾದ ಪಡೆಯುತ್ತಿದ್ದಾರೆ. ಹಲವರು ಸನಾತನ ಧರ್ಮದ ಬಗ್ಗೆ ತಿಳಿದುಕೊಳ್ಳಲು ಆಸಕ್ತಿ ತೋರುತ್ತಿದ್ದಾರೆ. ಯೋಗ, ಧ್ಯಾನ ಹಾಗೂ ಭಜನೆಗಳಲ್ಲಿ ಪಾಲ್ಗೊಂಡು ಸಂಭ್ರಮಿಸುತ್ತಿದ್ದಾರೆ. ಇದು ಭಾರತೀಯ ಸಂಸ್ಕೃತಿಯ ಜಾಗತಿಕ ಶಕ್ತಿಗೆ ಸಾಕ್ಷಿಯಾಗಿದೆ ಎಂದು ಸಂತರು ಅಭಿಪ್ರಾಯಪಟ್ಟಿದ್ದಾರೆ. ಕುಂಭಮೇಳ ಕೇವಲ ಧಾರ್ಮಿಕ ಉತ್ಸವವಲ್ಲ, ಇದು ಮಾನವೀಯತೆಯ ಸಮ್ಮಿಲನ ಎಂಬುದು ವಿದೇಶಿ ಭಕ್ತರ ಅನಿಸಿಕೆ. ಫೆಬ್ರವರಿ 26ರ ಮಹಾಶಿವರಾತ್ರಿಯಂದು ಕುಂಭಮೇಳ ಸಮಾಪ್ತಿಯಾಗಲಿದೆ. ಅಲ್ಲಿಯವರೆಗೆ ಇನ್ನಷ್ಟು ವಿದೇಶಿಯರು ಆಗಮಿಸುವ ನಿರೀಕ್ಷೆ ಇದೆ. [182,760,328,865]
crossword-cell-number: 13 [493,1292,500,1299]
crossword-cell[interactable] [599,1291,626,1312]
stadium-photo [638,656,918,730]
score-label: ಬೆಥೆಲ್ ಎಲ್‌ಬಿಡಬ್ಲ್ಯು ಬಿ ಜಡೇಜಾ [456,224,522,231]
score-label: ಪಾಂಡ್ಯ [456,332,470,339]
page-number: ೧೧ [160,30,183,54]
court-body-left [600,349,728,489]
score-value: 32 [572,188,580,195]
stoinis-headline: ಏಕದಿನ ಕ್ರಿಕೆಟ್‌ಗೆ ಮಾರ್ಕಸ್ ಸ್ಟೋನಿಸ್ ವಿದಾಯ [492,986,832,1012]
prev-across-answer: 1.ಕಾಪಾಡು [680,1247,704,1255]
crossword-black-cell [572,1333,599,1354]
crossword-cell[interactable] [626,1230,653,1251]
score-label: ರಶೀದ್ [456,522,471,529]
crossword-cell-number: 3 [601,1210,605,1216]
lead-dateline: ನಾಗ್ಪುರ: [30,148,48,155]
score-value: 3-0-18-1 [554,540,580,547]
aerobic-headline: ಏರೋಬಿಕ್: ಕರ್ನಾಟಕಕ್ಕೆ ಗೆಲುವು [634,499,814,519]
score-value: 10 [572,242,580,249]
crossword-cell[interactable] [491,1230,518,1251]
trophy-body-col1 [488,654,634,974]
masthead [0,0,945,62]
score-label: ಬಟ್ಲರ್ ಸಿ ಪಾಂಡ್ಯ ಬಿ ಅಕ್ಷರ್ [456,215,511,222]
eng-batting-row [456,286,580,295]
eng-bowling-row [456,512,580,521]
score-value: 7-1-37-1 [554,341,580,348]
crossword-cell[interactable] [491,1353,518,1374]
score-label: ಲಿವಿಂಗ್‌ಸ್ಟೋನ್ ಸಿ ರಾಹುಲ್ ಬಿ ರಾಣಾ [456,233,530,240]
lead-subhead: ಇಂಗ್ಲೆಂಡ್ ಉತ್ತಮ ಆರಂಭ: [30,231,87,239]
crossword-cell[interactable] [545,1250,572,1271]
crossword-cell[interactable] [545,1353,572,1374]
header-gradient [246,6,826,56]
score-label: ಬ್ರೂಕ್ ಸಿ ರಾಹುಲ್ ಬಿ ರಾಣಾ [456,197,513,204]
ind-bowling-row [456,349,580,358]
ind-batting-row [456,422,580,431]
trophy-bullets [790,732,918,782]
crossword-cell[interactable] [653,1312,680,1333]
score-value: 5-0-38-0 [554,513,580,520]
eng-bowling-row [456,548,580,557]
supreme-court-photo [730,359,788,449]
monday-dateline: ದುಬೈ: [787,101,801,108]
score-label: ಅಕ್ಷರ್ [456,341,469,348]
score-label: ಇತರೆ [456,459,467,466]
side-box-partnership [322,372,448,600]
score-label: ಇತರೆ [456,278,467,285]
down-clue: 14.ರಾಜನ ಅರಮನೆ (4) [758,1360,813,1369]
crossword-cell[interactable] [491,1291,518,1312]
crossword-cell[interactable] [572,1312,599,1333]
player-portrait-illustration [648,1020,758,1150]
crossword-cell[interactable] [599,1374,626,1395]
eng-batting-row [456,259,580,268]
women-headline: ಮಹಿಳಾ ಕ್ರೀಡೆಯಲ್ಲಿ ತೃತೀಯ ಲಿಂಗಿಗಳಿಗಿಲ್ಲ ಜಾಗ: ಟ್ರಂಪ್ [600,66,769,97]
score-label: ಸಕಿಬ್ ಬಿ ಜಡೇಜಾ [456,260,492,267]
aerobic-body [600,523,918,599]
trophy-bullet-1: ಮೂರು ಕ್ರೀಡಾಂಗಣಗಳ ಪೈಕಿ ಒಂದು ಸಿದ್ಧ [790,733,895,742]
